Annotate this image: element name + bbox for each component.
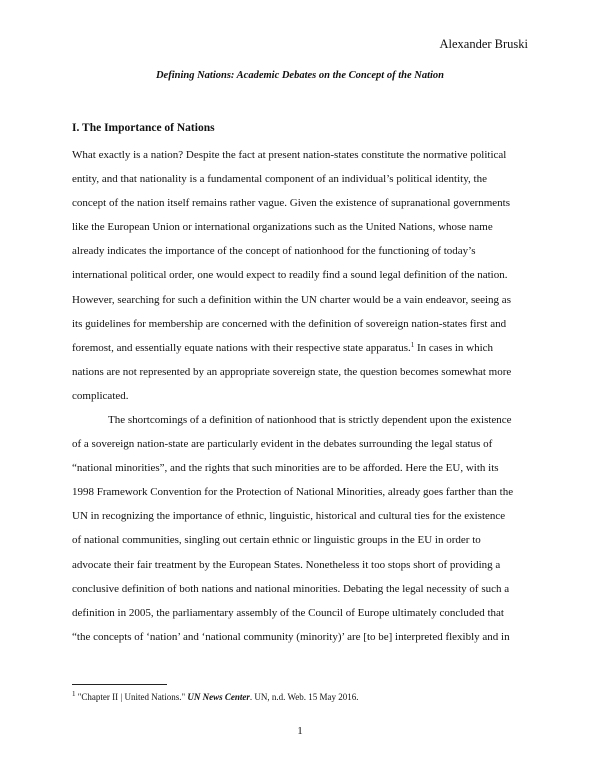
text-line: definition in 2005, the parliamentary assembly of the Council of Europe ultimately concluded that (72, 606, 504, 619)
footnote-text: . UN, n.d. Web. 15 May 2016. (249, 692, 359, 702)
page-number: 1 (297, 725, 303, 737)
text-line: complicated. (72, 389, 129, 402)
text-line: The shortcomings of a definition of nationhood that is strictly dependent upon the existence (108, 414, 512, 426)
text-line: of a sovereign nation-state are particularly evident in the debates surrounding the legal status of (72, 438, 493, 451)
text-line: “the concepts of ‘nation’ and ‘national community (minority)’ are [to be] interpreted flexibly and in (72, 630, 510, 643)
text-line: nations are not represented by an appropriate sovereign state, the question becomes somewhat more (72, 365, 512, 378)
text-line: already indicates the importance of the concept of nationhood for the functioning of today’s (72, 245, 476, 258)
text-line: entity, and that nationality is a fundamental component of an individual’s political identity, the (72, 173, 487, 186)
footnote-marker: 1 (72, 690, 76, 698)
footnote-reference[interactable]: 1 (410, 340, 415, 349)
section-heading: I. The Importance of Nations (72, 122, 215, 134)
text-line: of national communities, singling out certain ethnic or linguistic groups in the EU in order to (72, 534, 481, 547)
footnote-divider (72, 684, 167, 685)
text-line: UN in recognizing the importance of ethnic, linguistic, historical and cultural ties for the existence (72, 510, 506, 523)
text-line: However, searching for such a definition within the UN charter would be a vain endeavor, seeing as (72, 293, 511, 306)
footnote-text: "Chapter II | United Nations." (75, 692, 188, 702)
paragraph-2 (72, 408, 534, 649)
text-line: 1998 Framework Convention for the Protection of National Minorities, already goes farther than the (72, 486, 514, 499)
document-title: Defining Nations: Academic Debates on the Concept of the Nation (155, 70, 445, 81)
text-line: international political order, one would expect to readily find a sound legal definition of the nation. (72, 269, 508, 282)
text-line: like the European Union or international organizations such as the United Nations, whose name (72, 221, 493, 234)
text-segment: foremost, and essentially equate nations with their respective state apparatus. (72, 341, 411, 354)
footnote-source: UN News Center (187, 692, 250, 702)
text-line: concept of the nation itself remains rather vague. Given the existence of supranational governments (72, 197, 511, 210)
footnote (72, 692, 359, 702)
text-line: What exactly is a nation? Despite the fact at present nation-states constitute the normative political (72, 149, 507, 161)
text-line: advocate their fair treatment by the European States. Nonetheless it too stops short of providing a (72, 558, 501, 571)
text-line: its guidelines for membership are concerned with the definition of sovereign nation-states first and (72, 317, 507, 330)
text-line: conclusive definition of both nations and national minorities. Debating the legal necessity of such a (72, 582, 510, 595)
text-line: “national minorities”, and the rights that such minorities are to be afforded. Here the EU, with its (72, 462, 499, 475)
header-author: Alexander Bruski (439, 37, 528, 51)
paragraph-1 (72, 143, 534, 408)
text-line (72, 336, 534, 360)
text-segment: In cases in which (414, 341, 494, 354)
